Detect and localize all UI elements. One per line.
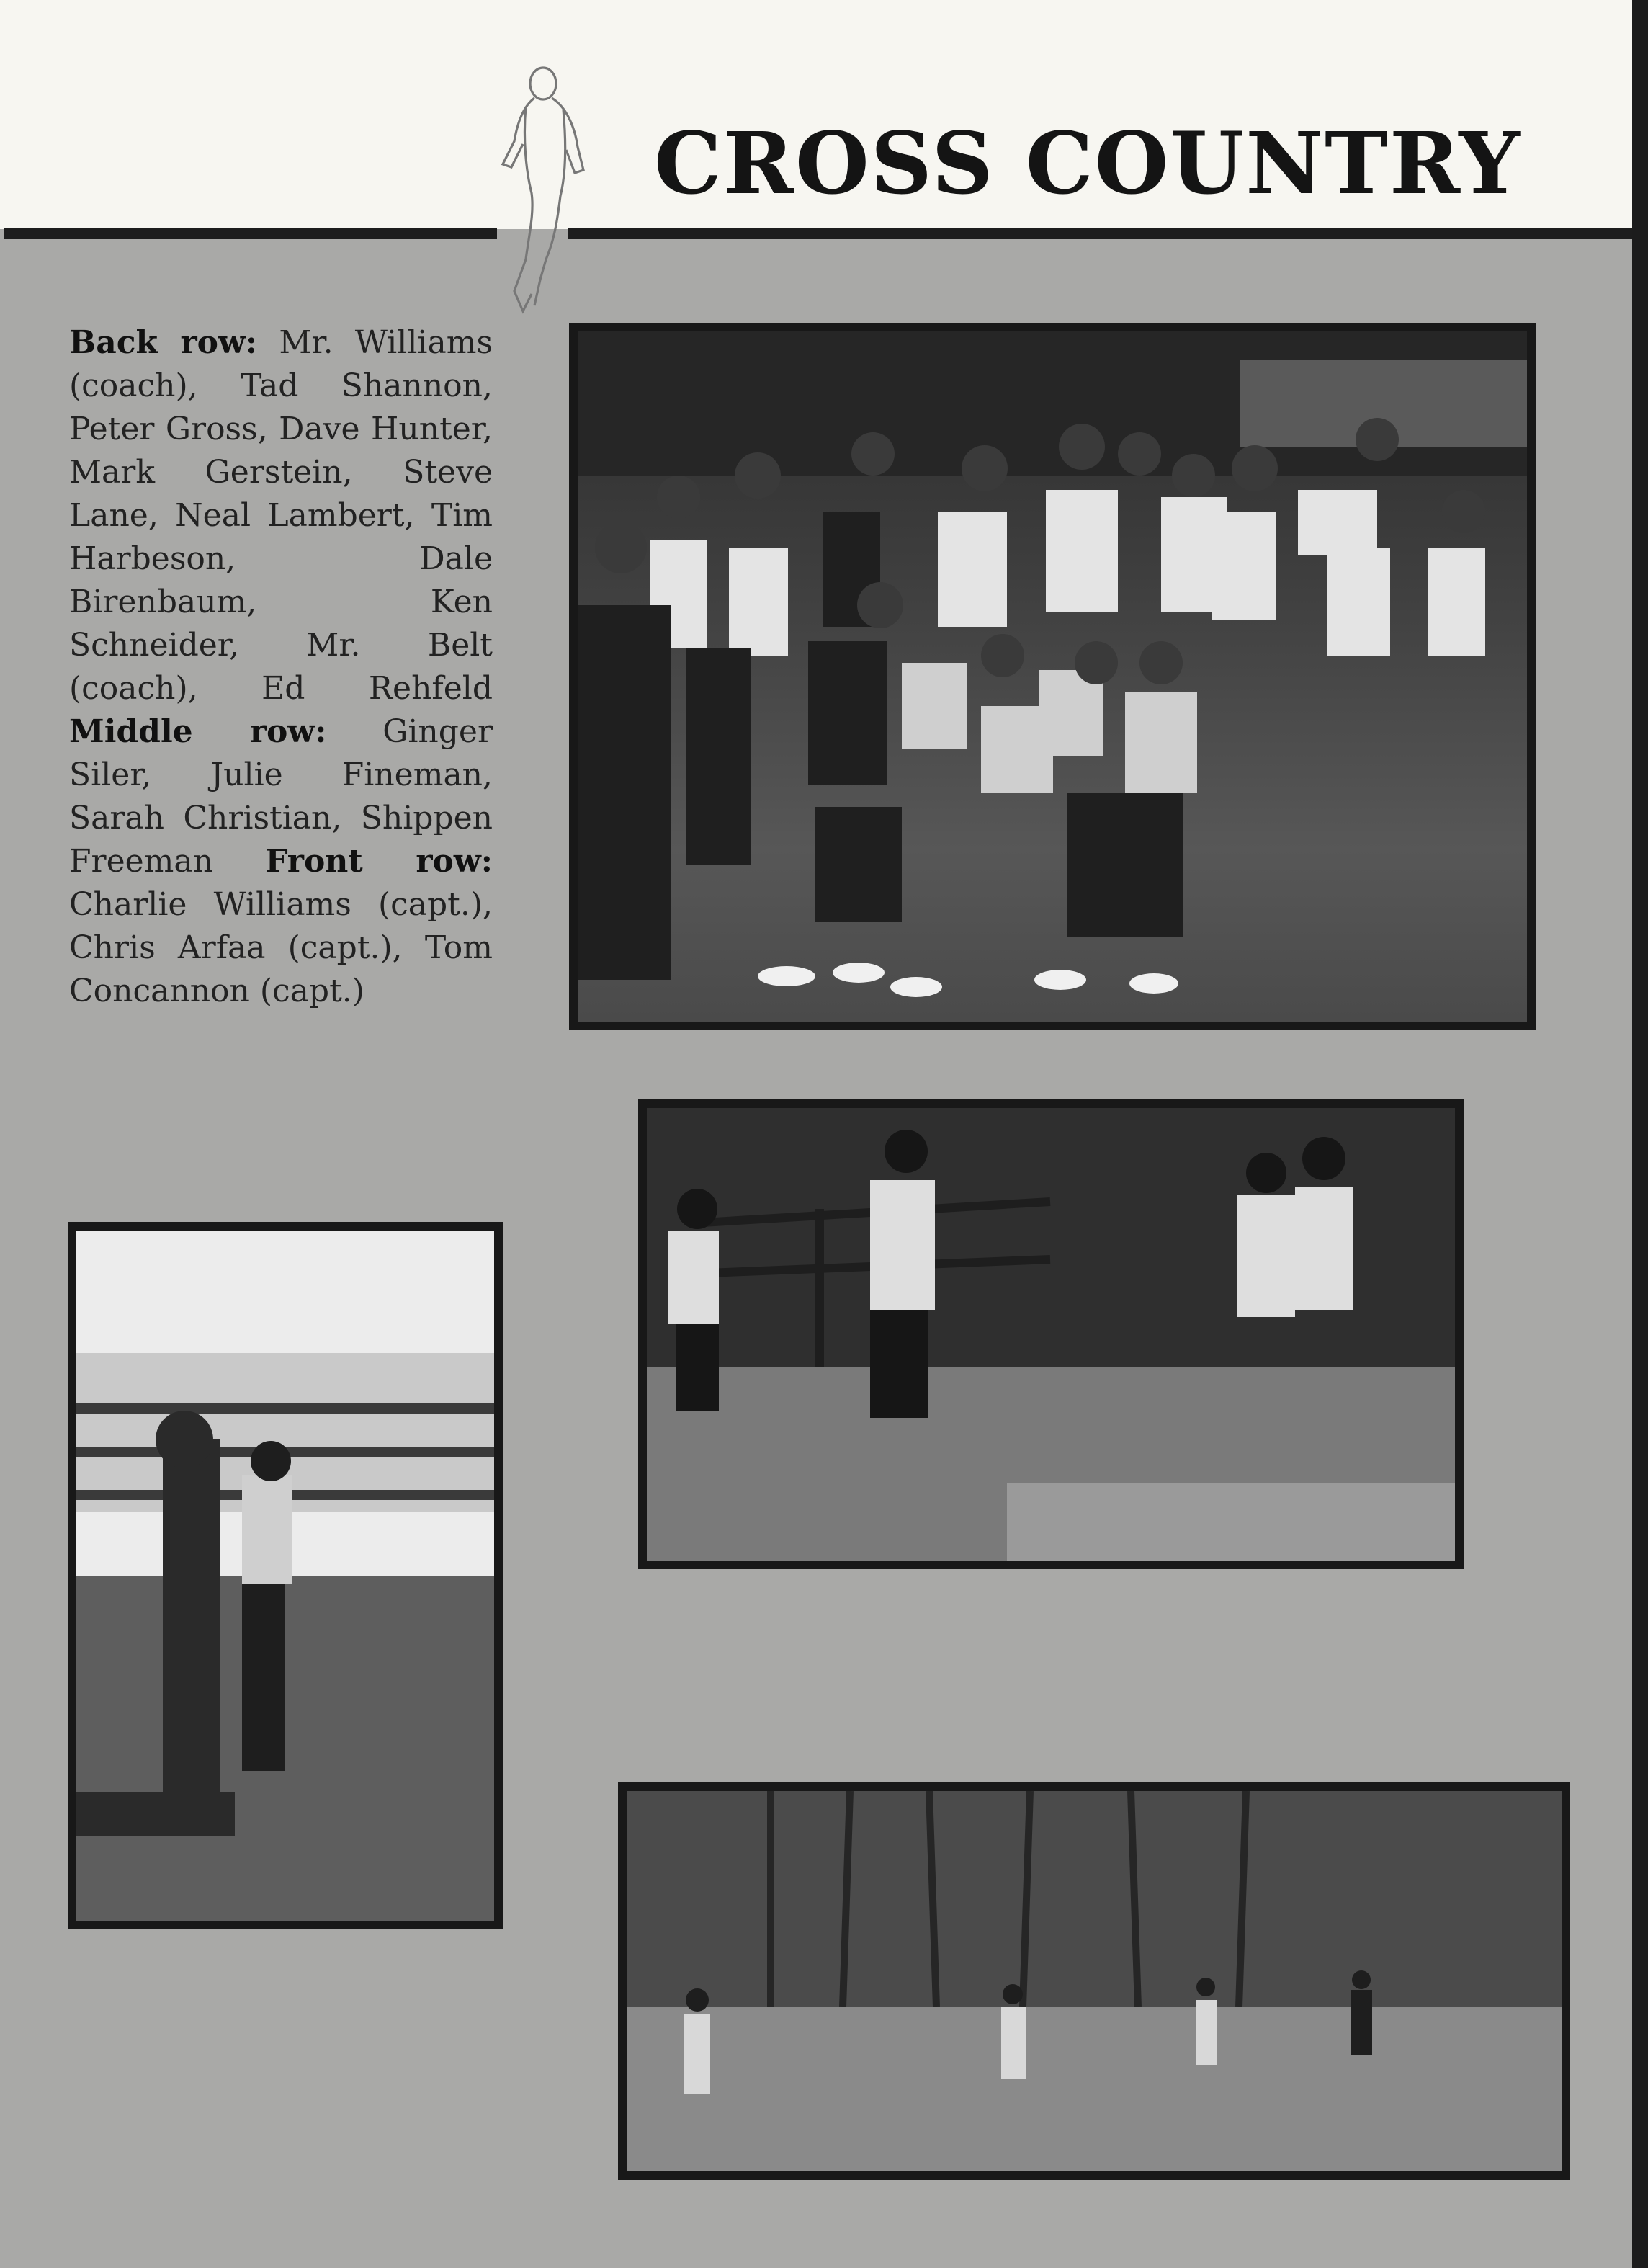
middle-row-label: Middle row:	[69, 713, 327, 750]
runner-outline-icon	[483, 63, 598, 317]
middle-row-names: Ginger Siler, Julie Fineman, Sarah Christian, Shippen Freeman	[69, 713, 493, 880]
back-row-label: Back row:	[69, 324, 258, 361]
header-rule-right	[568, 228, 1632, 239]
team-group-photo	[569, 323, 1536, 1030]
runners-parking-lot-photo	[68, 1222, 503, 1929]
runners-in-woods-photo	[618, 1782, 1570, 2180]
front-row-label: Front row:	[265, 843, 493, 880]
team-photo-caption	[69, 321, 493, 1013]
back-row-names: Mr. Williams (coach), Tad Shannon, Peter Gross, Dave Hunter, Mark Gerstein, Steve Lane, Neal Lambert, Tim Harbeson, Dale Birenbaum, Ken Schneider, Mr. Belt (coach), Ed Rehfeld	[69, 324, 493, 707]
runners-by-fence-photo	[638, 1099, 1464, 1569]
front-row-names: Charlie Williams (capt.), Chris Arfaa (capt.), Tom Concannon (capt.)	[69, 886, 493, 1009]
page-title: CROSS COUNTRY	[654, 113, 1521, 213]
header-rule-left	[4, 228, 497, 239]
